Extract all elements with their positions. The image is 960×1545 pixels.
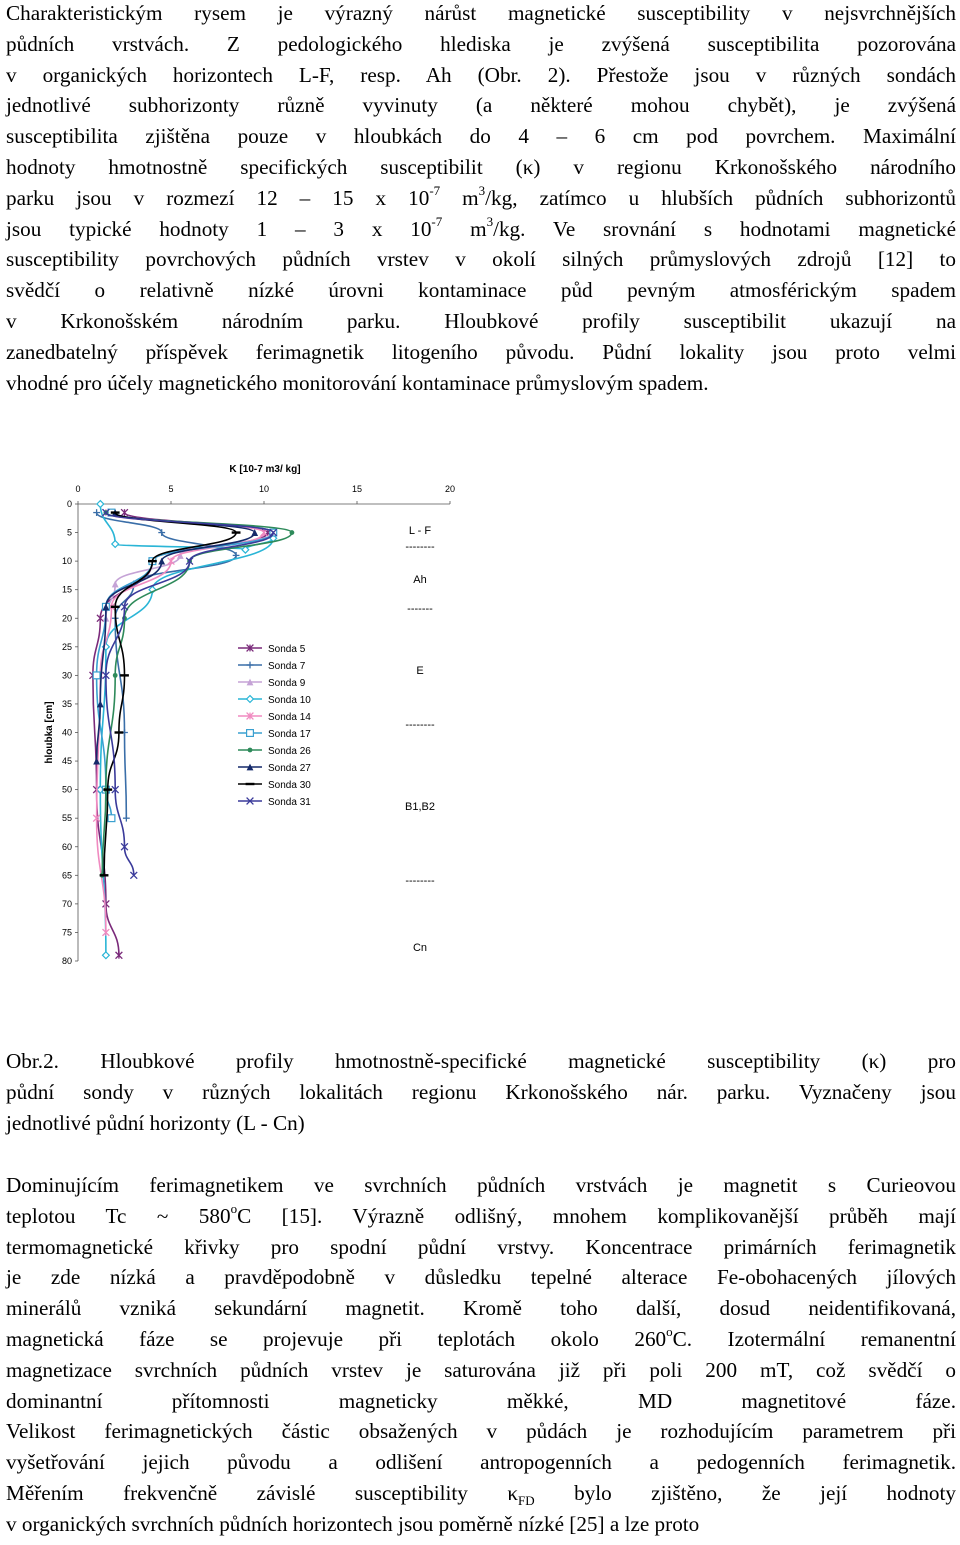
text-run: Měřením frekvenčně závislé susceptibility κ [6, 1480, 519, 1505]
x-tick-label: 5 [168, 484, 174, 494]
data-point [158, 558, 165, 565]
text-run: parku jsou v rozmezí 12 – 15 x 10 [6, 185, 430, 210]
x-tick-label: 15 [351, 484, 363, 494]
supscript: 3 [478, 182, 486, 198]
data-point [103, 929, 110, 936]
text-line: půdních vrstvách. Z pedologického hlediska je zvýšená susceptibilita pozorována [6, 31, 956, 56]
x-tick-label: 20 [444, 484, 456, 494]
horizon-label: B1,B2 [405, 801, 435, 813]
horizon-label: ------- [407, 603, 433, 615]
data-point [290, 530, 295, 535]
y-tick-label: 35 [61, 698, 72, 709]
supscript: 3 [486, 213, 494, 229]
horizon-label: Cn [412, 942, 428, 954]
y-tick-label: 60 [61, 841, 72, 852]
horizon-label: -------- [405, 541, 435, 553]
y-tick-label: 0 [66, 499, 72, 509]
y-tick-label: 15 [61, 584, 72, 595]
legend-marker [247, 696, 254, 703]
data-point [93, 815, 100, 822]
paragraph-1 [6, 0, 956, 398]
text-line: Dominujícím ferimagnetikem ve svrchních půdních vrstvách je magnetit s Curieovou [6, 1173, 956, 1197]
text-line: susceptibilita zjištěna pouze v hloubkách do 4 – 6 cm pod povrchem. Maximální [6, 124, 956, 149]
y-tick-label: 70 [61, 898, 72, 909]
x-tick-label: 0 [75, 484, 81, 494]
data-point [93, 758, 100, 765]
y-tick-label: 65 [61, 870, 72, 881]
data-point [123, 815, 130, 822]
legend-marker [248, 748, 253, 753]
series-line-9 [106, 513, 273, 876]
legend-label: Sonda 27 [268, 763, 311, 774]
supscript: o [666, 1323, 673, 1339]
text-line: jednotlivé půdní horizonty (L - Cn) [6, 1110, 305, 1135]
text-line: půdní sondy v různých lokalitách regionu Krkonošského nár. parku. Vyznačeny jsou [6, 1079, 956, 1104]
text-run: /kg, zatímco u hlubších půdních subhorizontů [485, 185, 956, 210]
text-line: termomagnetické křivky pro spodní půdní vrstvy. Koncentrace primárních ferimagnetik [6, 1234, 956, 1259]
y-tick-label: 30 [61, 670, 72, 681]
supscript: o [230, 1200, 238, 1216]
horizon-label: E [416, 665, 424, 677]
text-line [6, 1324, 956, 1355]
text-run: teplotou Tc ~ 580 [6, 1203, 231, 1228]
data-point [103, 952, 110, 959]
text-run: C [15]. Výrazně odlišný, mnohem komplikovanější průběh mají [237, 1203, 957, 1228]
figure-caption [6, 1046, 956, 1138]
text-line: susceptibility povrchových půdních vrstev v okolí silných průmyslových zdrojů [12] to [6, 247, 956, 272]
legend-label: Sonda 14 [268, 712, 311, 723]
legend-marker [247, 662, 254, 669]
y-axis-title: hloubka [cm] [44, 701, 55, 764]
text-line: v Krkonošském národním parku. Hloubkové profily susceptibilit ukazují na [6, 308, 956, 333]
y-tick-label: 50 [61, 784, 72, 795]
horizon-label: Ah [413, 574, 427, 586]
text-line: minerálů vzniká sekundární magnetit. Kromě toho další, dosud neidentifikovaná, [6, 1296, 956, 1321]
text-line: zanedbatelný příspěvek ferimagnetik litogeního původu. Půdní lokality jsou proto velmi [6, 339, 956, 364]
text-line [6, 214, 956, 245]
y-tick-label: 80 [61, 956, 72, 966]
y-tick-label: 20 [61, 613, 72, 624]
supscript: -7 [431, 213, 443, 229]
text-line: hodnoty hmotnostně specifických susceptibilit (κ) v regionu Krkonošského národního [6, 154, 956, 179]
legend-label: Sonda 30 [268, 780, 311, 791]
horizon-label: L - F [408, 525, 432, 537]
y-tick-label: 10 [61, 556, 72, 567]
legend-label: Sonda 5 [268, 644, 306, 655]
data-point [121, 509, 128, 516]
data-point [93, 672, 100, 679]
legend-label: Sonda 31 [268, 797, 311, 808]
text-run: C. Izotermální remanentní [672, 1326, 956, 1351]
data-point [116, 952, 123, 959]
supscript: -7 [429, 182, 441, 198]
text-line: je zde nízká a pravděpodobně v důsledku tepelné alterace Fe-obohacených jílových [6, 1265, 956, 1290]
y-tick-label: 5 [66, 527, 72, 538]
text-line: vyšetřování jejich původu a odlišení antropogenních a pedogenních ferimagnetik. [6, 1450, 956, 1475]
data-point [108, 815, 115, 822]
paragraph-2 [6, 1170, 956, 1540]
y-tick-label: 55 [61, 813, 72, 824]
text-line: jednotlivé subhorizonty různě vyvinuty (a některé mohou chybět), je zvýšená [6, 93, 956, 118]
data-point [97, 501, 104, 508]
text-line: Charakteristickým rysem je výrazný nárůst magnetické susceptibility v nejsvrchnějších [6, 1, 956, 25]
series-line-4 [97, 513, 264, 933]
text-line [6, 1201, 956, 1232]
data-point [103, 900, 110, 907]
text-line: svědčí o relativně nízké úrovni kontaminace půd pevným atmosférickým spadem [6, 278, 956, 303]
legend-label: Sonda 17 [268, 729, 311, 740]
text-line: Obr.2. Hloubkové profily hmotnostně-specifické magnetické susceptibility (κ) pro [6, 1049, 956, 1073]
legend-label: Sonda 7 [268, 661, 306, 672]
legend-label: Sonda 10 [268, 695, 311, 706]
text-line: Velikost ferimagnetických částic obsažených v půdách je rozhodujícím parametrem při [6, 1419, 956, 1444]
horizon-label: -------- [405, 719, 435, 731]
text-line: dominantní přítomnosti magneticky měkké, MD magnetitové fáze. [6, 1388, 956, 1413]
data-point [112, 541, 119, 548]
text-line: v organických horizontech L-F, resp. Ah (Obr. 2). Přestože jsou v různých sondách [6, 62, 956, 87]
text-line [6, 183, 956, 214]
data-point [97, 615, 104, 622]
y-tick-label: 25 [61, 641, 72, 652]
text-line: magnetizace svrchních půdních vrstev je saturována již při poli 200 mT, což svědčí o [6, 1357, 956, 1382]
x-tick-label: 10 [258, 484, 270, 494]
text-run: m [442, 216, 487, 241]
y-tick-label: 75 [61, 927, 72, 938]
legend-marker [247, 730, 254, 737]
data-point [112, 581, 119, 588]
x-axis-title: K [10-7 m3/ kg] [229, 464, 301, 475]
text-run: /kg. Ve srovnání s hodnotami magnetické [493, 216, 956, 241]
subscript: FD [518, 1493, 535, 1509]
text-run: jsou typické hodnoty 1 – 3 x 10 [6, 216, 432, 241]
data-point [168, 558, 175, 565]
legend-label: Sonda 9 [268, 678, 306, 689]
y-tick-label: 40 [61, 727, 72, 738]
horizon-label: -------- [405, 875, 435, 887]
y-tick-label: 45 [61, 756, 72, 767]
text-line: vhodné pro účely magnetického monitorování kontaminace průmyslovým spadem. [6, 370, 709, 395]
text-run: bylo zjištěno, že její hodnoty [534, 1480, 957, 1505]
text-line [6, 1478, 956, 1509]
text-line: v organických svrchních půdních horizontech jsou poměrně nízké [25] a lze proto [6, 1511, 700, 1536]
susceptibility-depth-chart [0, 426, 490, 1036]
legend-label: Sonda 26 [268, 746, 311, 757]
text-run: magnetická fáze se projevuje při teplotách okolo 260 [6, 1326, 667, 1351]
series-line-1 [97, 513, 237, 819]
text-run: m [440, 185, 479, 210]
data-point [113, 673, 118, 678]
